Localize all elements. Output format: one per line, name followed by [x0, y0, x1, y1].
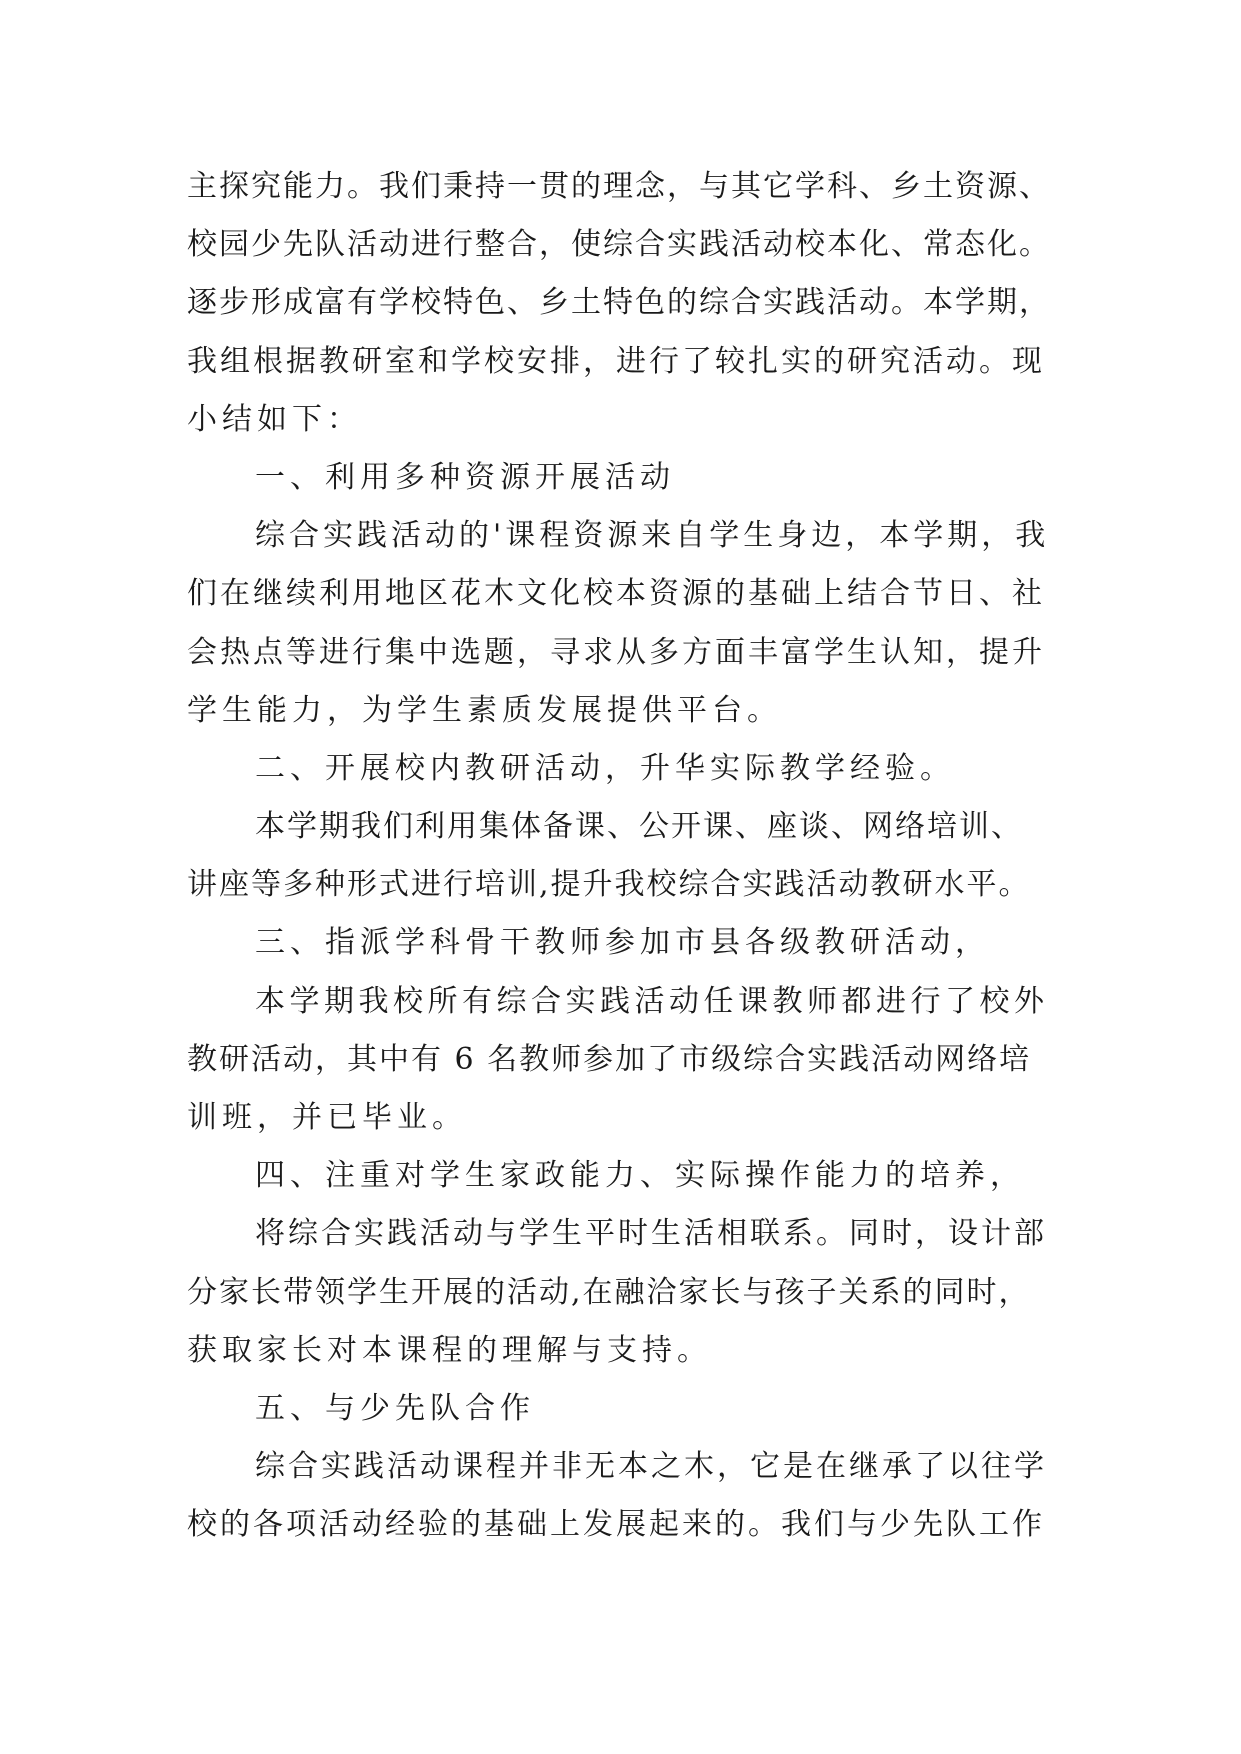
- text-line: 我组根据教研室和学校安排，进行了较扎实的研究活动。现: [187, 343, 1045, 379]
- text-line: 会热点等进行集中选题，寻求从多方面丰富学生认知，提升: [187, 634, 1045, 670]
- text-line: 本学期我们利用集体备课、公开课、座谈、网络培训、: [255, 809, 1023, 845]
- text-line: 讲座等多种形式进行培训,提升我校综合实践活动教研水平。: [187, 867, 1031, 903]
- body-text: [187, 158, 1057, 1555]
- section-heading: 一、利用多种资源开展活动: [255, 459, 675, 495]
- text-line: 校园少先队活动进行整合，使综合实践活动校本化、常态化。: [187, 227, 1051, 263]
- section-heading: 五、与少先队合作: [255, 1390, 535, 1426]
- text-line: 获取家长对本课程的理解与支持。: [187, 1332, 712, 1368]
- text-line: 学生能力，为学生素质发展提供平台。: [187, 692, 782, 728]
- text-line: 本学期我校所有综合实践活动任课教师都进行了校外: [255, 983, 1049, 1019]
- text-line: 主探究能力。我们秉持一贯的理念，与其它学科、乡土资源、: [187, 169, 1051, 204]
- text-line: 综合实践活动的'课程资源来自学生身边，本学期，我: [255, 518, 1050, 554]
- text-line: 小结如下：: [187, 401, 362, 437]
- text-line: 综合实践活动课程并非无本之木，它是在继承了以往学: [255, 1449, 1047, 1485]
- text-line: 们在继续利用地区花木文化校本资源的基础上结合节日、社: [187, 576, 1045, 612]
- text-line: 分家长带领学生开展的活动,在融洽家长与孩子关系的同时，: [187, 1274, 1031, 1310]
- text-line: 训班，并已毕业。: [187, 1100, 467, 1135]
- text-line: 教研活动，其中有 6 名教师参加了市级综合实践活动网络培: [187, 1041, 1032, 1077]
- text-line: 将综合实践活动与学生平时生活相联系。同时，设计部: [255, 1216, 1047, 1252]
- text-line: 逐步形成富有学校特色、乡土特色的综合实践活动。本学期，: [187, 285, 1051, 321]
- text-line: 校的各项活动经验的基础上发展起来的。我们与少先队工作: [187, 1507, 1045, 1543]
- section-heading: 四、注重对学生家政能力、实际操作能力的培养，: [255, 1158, 1025, 1194]
- section-heading: 三、指派学科骨干教师参加市县各级教研活动，: [255, 925, 990, 961]
- section-heading: 二、开展校内教研活动，升华实际教学经验。: [255, 750, 955, 786]
